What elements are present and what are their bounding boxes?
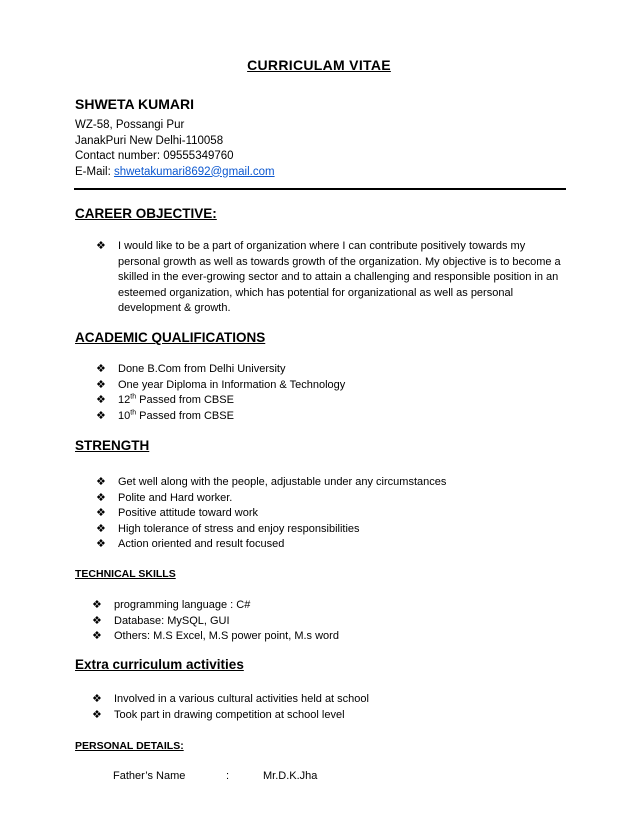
technical-skills-list	[92, 598, 562, 645]
list-item: ❖ Database: MySQL, GUI	[92, 614, 562, 630]
diamond-bullet-icon: ❖	[92, 599, 102, 611]
list-item: ❖ Get well along with the people, adjustable under any circumstances	[96, 475, 566, 491]
list-item: ❖ 12th Passed from CBSE	[96, 393, 566, 409]
diamond-bullet-icon: ❖	[92, 614, 102, 627]
contact-number: Contact number: 09555349760	[75, 150, 234, 162]
list-item: ❖ High tolerance of stress and enjoy responsibilities	[96, 522, 566, 538]
email-link[interactable]: shwetakumari8692@gmail.com	[113, 165, 275, 178]
list-item: ❖ Polite and Hard worker.	[96, 491, 566, 507]
strength-heading: STRENGTH	[75, 438, 150, 453]
diamond-bullet-icon: ❖	[96, 491, 106, 504]
list-item: ❖ One year Diploma in Information & Technology	[96, 378, 566, 394]
email-label: E-Mail:	[75, 165, 114, 178]
diamond-bullet-icon: ❖	[96, 522, 106, 535]
career-objective-heading: CAREER OBJECTIVE:	[75, 206, 217, 221]
email-line	[75, 165, 275, 181]
strength-list	[96, 475, 566, 553]
father-name-colon: :	[226, 770, 230, 782]
diamond-bullet-icon: ❖	[96, 378, 106, 391]
list-item: ❖ Done B.Com from Delhi University	[96, 362, 566, 378]
list-item: ❖ Others: M.S Excel, M.S power point, M.s word	[92, 629, 562, 645]
diamond-bullet-icon: ❖	[96, 394, 106, 406]
diamond-bullet-icon: ❖	[96, 409, 106, 422]
diamond-bullet-icon: ❖	[96, 476, 106, 488]
personal-details-heading: PERSONAL DETAILS:	[75, 740, 184, 752]
career-objective-item	[96, 239, 566, 317]
list-item: ❖ programming language : C#	[92, 598, 562, 614]
academic-list	[96, 362, 566, 424]
father-name-label: Father’s Name	[113, 770, 186, 782]
diamond-bullet-icon: ❖	[92, 708, 102, 721]
list-item: ❖ 10th Passed from CBSE	[96, 409, 566, 425]
academic-qualifications-heading: ACADEMIC QUALIFICATIONS	[75, 330, 266, 345]
diamond-bullet-icon: ❖	[96, 507, 106, 519]
extra-curriculum-heading: Extra curriculum activities	[75, 657, 244, 672]
diamond-bullet-icon: ❖	[92, 630, 102, 642]
document-title: CURRICULAM VITAE	[247, 57, 391, 73]
career-objective-list	[96, 239, 566, 317]
list-item: ❖ Took part in drawing competition at school level	[92, 708, 562, 724]
list-item: ❖ Positive attitude toward work	[96, 506, 566, 522]
list-item: ❖ Action oriented and result focused	[96, 537, 566, 553]
address-line-2: JanakPuri New Delhi-110058	[75, 134, 224, 147]
father-name-value: Mr.D.K.Jha	[263, 770, 318, 782]
career-objective-text: I would like to be a part of organization where I can contribute positively towards my personal growth as well as towards growth of the organization. My objective is to become a skilled in the ever-growing sector and to attain a challenging and responsible position in an esteemed organization, which has potential for organizational as well as personal development & growth.	[118, 240, 561, 314]
diamond-bullet-icon: ❖	[92, 693, 102, 705]
extra-curriculum-list	[92, 692, 562, 723]
address-line-1: WZ-58, Possangi Pur	[75, 119, 185, 131]
candidate-name: SHWETA KUMARI	[75, 96, 194, 112]
diamond-bullet-icon: ❖	[96, 240, 106, 252]
contact-block	[75, 118, 275, 180]
diamond-bullet-icon: ❖	[96, 363, 106, 375]
header-divider	[74, 188, 566, 190]
list-item: ❖ Involved in a various cultural activities held at school	[92, 692, 562, 708]
technical-skills-heading: TECHNICAL SKILLS	[75, 568, 176, 580]
diamond-bullet-icon: ❖	[96, 538, 106, 550]
